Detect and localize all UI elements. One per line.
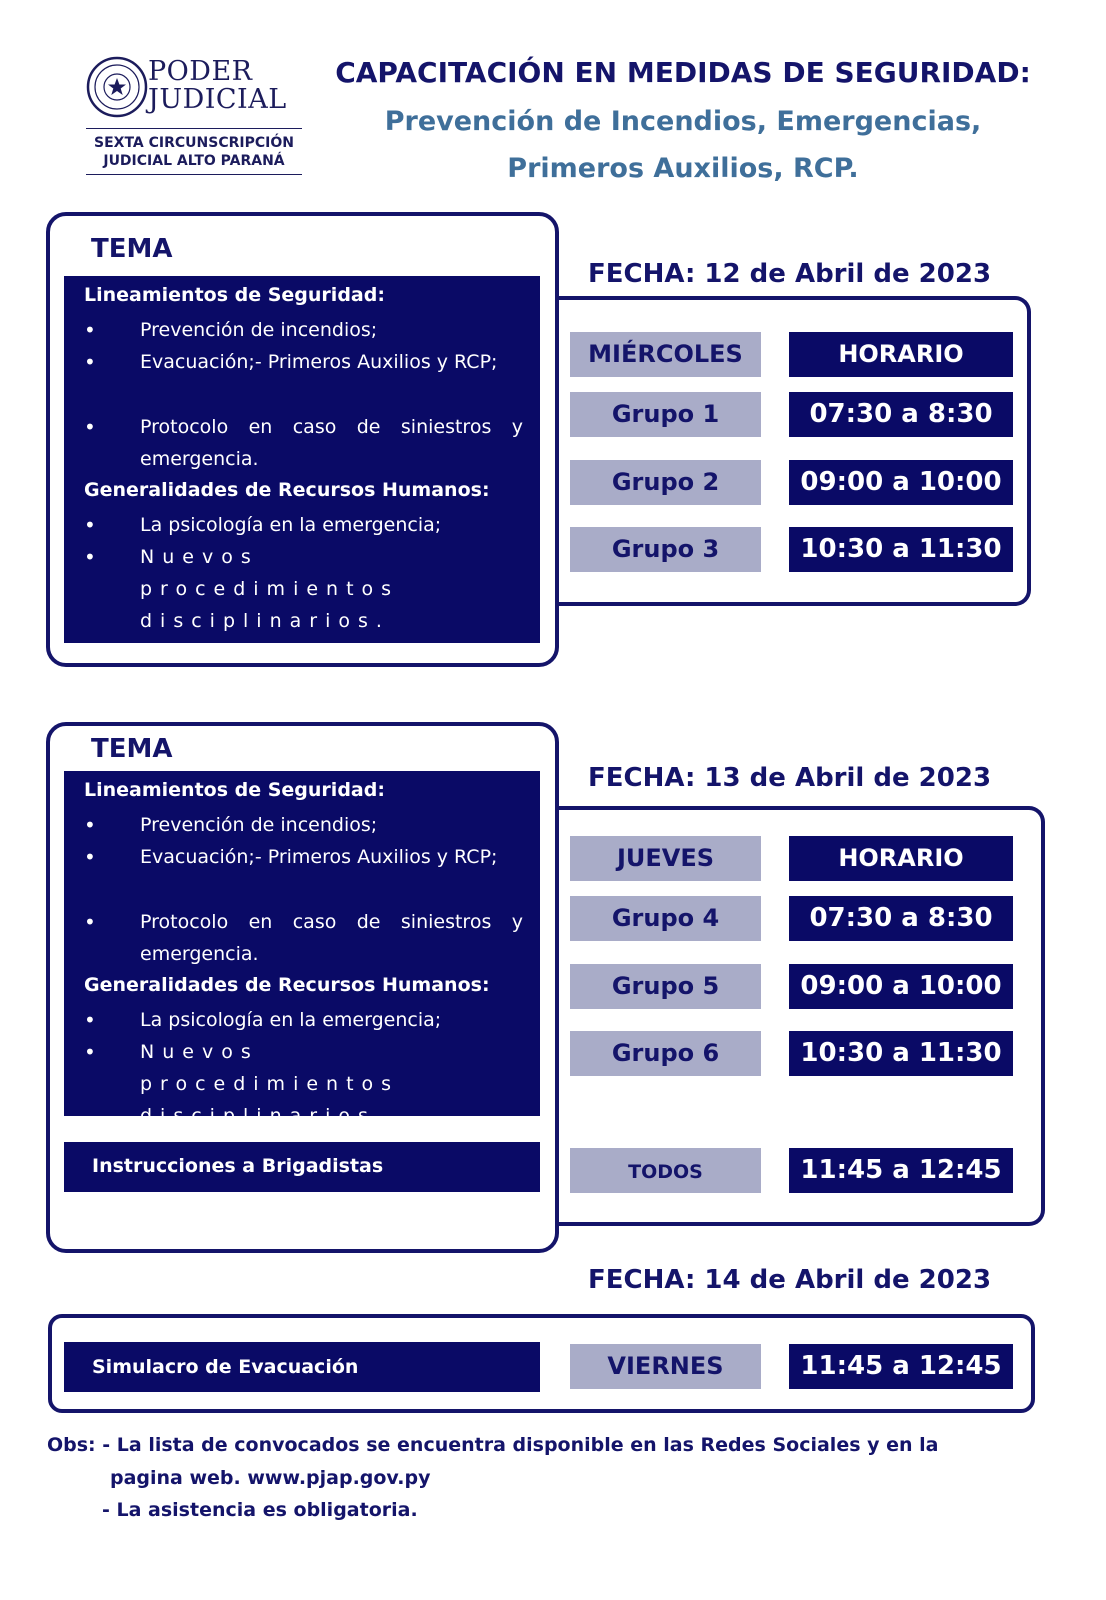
date-day2: FECHA: 13 de Abril de 2023 [588,763,992,793]
logo-word-judicial: JUDICIAL [148,84,287,115]
bullet-icon: • [84,545,96,569]
date-day3: FECHA: 14 de Abril de 2023 [588,1265,992,1295]
bullet-icon: • [84,910,96,934]
group-cell: Grupo 3 [570,527,761,572]
bullet-icon: • [84,513,96,537]
page-subtitle-line1: Prevención de Incendios, Emergencias, [384,106,982,137]
topic-item: La psicología en la emergencia; [140,514,442,536]
time-cell: 07:30 a 8:30 [789,896,1013,941]
topic-heading-hr: Generalidades de Recursos Humanos: [84,479,490,501]
time-cell: 10:30 a 11:30 [789,1031,1013,1076]
topic-item: Protocolo en caso de siniestros y emergencia. [140,416,523,470]
weekday-day3: VIERNES [570,1344,761,1389]
obs-website-line: pagina web. www.pjap.gov.py [110,1467,431,1489]
time-cell: 09:00 a 10:00 [789,964,1013,1009]
brigadistas-bar: Instrucciones a Brigadistas [64,1142,540,1192]
time-cell: 10:30 a 11:30 [789,527,1013,572]
seal-emblem-icon [86,56,148,118]
group-cell: Grupo 6 [570,1031,761,1076]
topic-item: La psicología en la emergencia; [140,1009,442,1031]
tema-label-day1: TEMA [91,234,173,264]
topic-box-day2 [64,771,540,1127]
topic-heading-safety: Lineamientos de Seguridad: [84,779,385,801]
logo-divider-bottom [86,174,302,175]
bullet-icon: • [84,415,96,439]
topic-heading-safety: Lineamientos de Seguridad: [84,284,385,306]
topic-item: Evacuación;- Primeros Auxilios y RCP; [140,351,498,373]
topic-item: Evacuación;- Primeros Auxilios y RCP; [140,846,498,868]
bullet-icon: • [84,1008,96,1032]
poder-judicial-logo [86,56,308,181]
group-cell: Grupo 2 [570,460,761,505]
page-subtitle-line2: Primeros Auxilios, RCP. [507,153,859,184]
group-cell: Grupo 1 [570,392,761,437]
bullet-icon: • [84,845,96,869]
evacuation-time-cell: 11:45 a 12:45 [789,1344,1013,1389]
weekday-day1: MIÉRCOLES [570,332,761,377]
topic-item: Nuevos procedimientos disciplinarios. [140,546,400,632]
date-day1: FECHA: 12 de Abril de 2023 [588,259,992,289]
bullet-icon: • [84,813,96,837]
schedule-header-day1: HORARIO [789,332,1013,377]
topic-item: Prevención de incendios; [140,319,378,341]
obs-line3: - La asistencia es obligatoria. [102,1499,418,1521]
group-cell: Grupo 5 [570,964,761,1009]
logo-subtitle-line1: SEXTA CIRCUNSCRIPCIÓN [94,135,294,151]
logo-word-poder: PODER [148,56,253,87]
logo-subtitle-line2: JUDICIAL ALTO PARANÁ [103,153,285,169]
topic-box-day1 [64,276,540,643]
topic-item: Nuevos procedimientos disciplinarios. [140,1041,400,1127]
weekday-day2: JUEVES [570,836,761,881]
schedule-header-day2: HORARIO [789,836,1013,881]
bullet-icon: • [84,350,96,374]
tema-label-day2: TEMA [91,734,173,764]
time-cell: 07:30 a 8:30 [789,392,1013,437]
evacuation-drill-bar: Simulacro de Evacuación [64,1342,540,1392]
topic-item: Protocolo en caso de siniestros y emergencia. [140,911,523,965]
topic-heading-hr: Generalidades de Recursos Humanos: [84,974,490,996]
brigadistas-time-cell: 11:45 a 12:45 [789,1148,1013,1193]
page-title: CAPACITACIÓN EN MEDIDAS DE SEGURIDAD: [335,56,1031,89]
topic-item: Prevención de incendios; [140,814,378,836]
bullet-icon: • [84,1040,96,1064]
group-cell: Grupo 4 [570,896,761,941]
time-cell: 09:00 a 10:00 [789,460,1013,505]
logo-divider [86,128,302,129]
brigadistas-who-cell: TODOS [570,1148,761,1193]
obs-line1: Obs: - La lista de convocados se encuentra disponible en las Redes Sociales y en la [47,1434,939,1456]
bullet-icon: • [84,318,96,342]
